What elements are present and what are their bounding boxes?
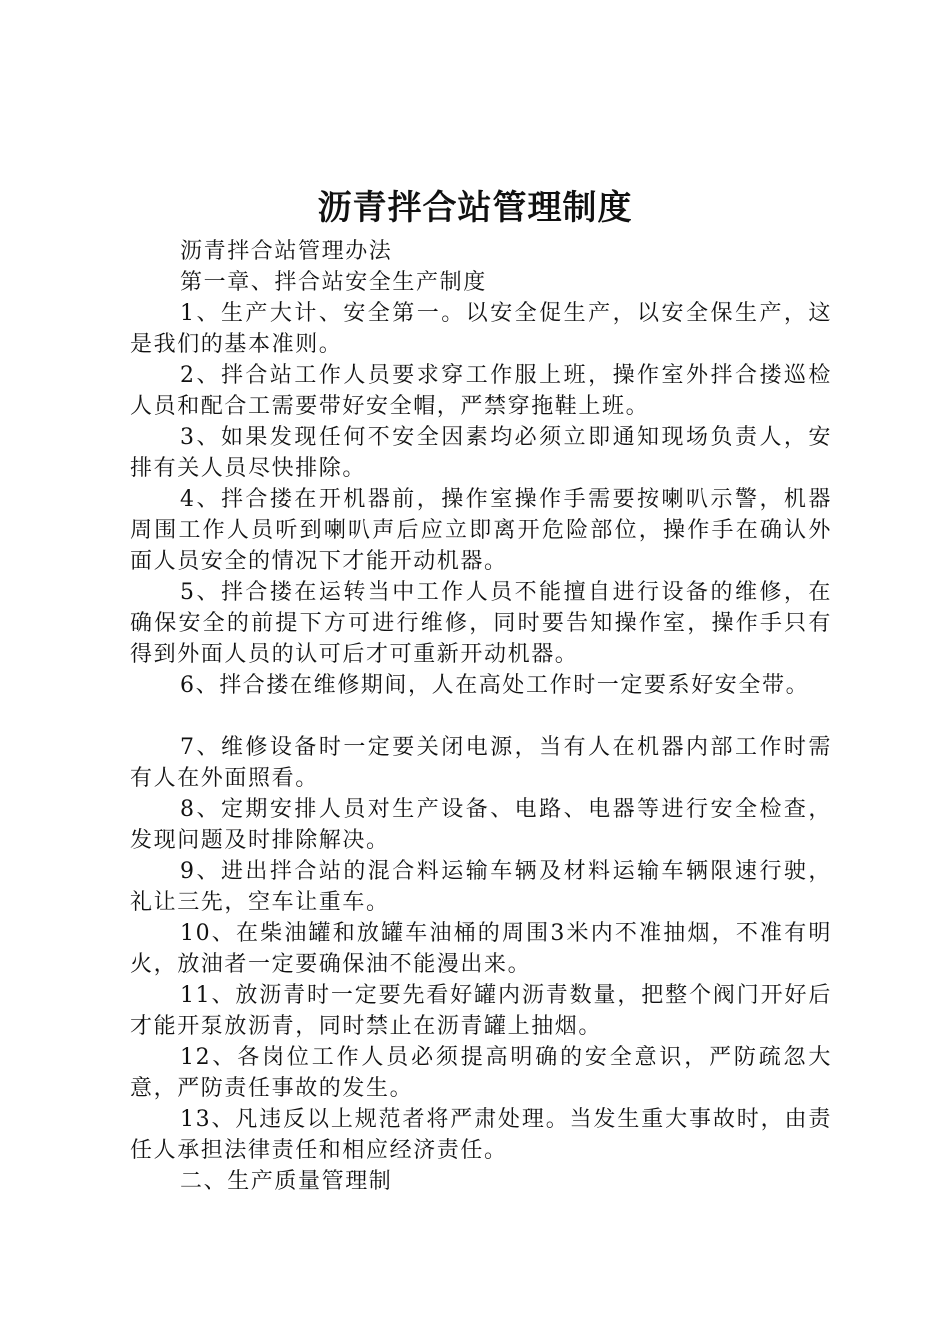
paragraph-chapter-heading: 第一章、拌合站安全生产制度 — [180, 270, 487, 295]
paragraph-rule-12: 12、各岗位工作人员必须提高明确的安全意识，严防疏忽大意，严防责任事故的发生。 — [130, 1045, 832, 1101]
paragraph-rule-7: 7、维修设备时一定要关闭电源，当有人在机器内部工作时需有人在外面照看。 — [130, 735, 832, 791]
document-body — [130, 236, 832, 1197]
paragraph-rule-9: 9、进出拌合站的混合料运输车辆及材料运输车辆限速行驶，礼让三先，空车让重车。 — [130, 859, 832, 915]
paragraph-rule-2: 2、拌合站工作人员要求穿工作服上班，操作室外拌合搂巡检人员和配合工需要带好安全帽，严禁穿拖鞋上班。 — [130, 363, 832, 419]
paragraph-rule-10: 10、在柴油罐和放罐车油桶的周围3米内不准抽烟，不准有明火，放油者一定要确保油不能漫出来。 — [130, 921, 832, 977]
paragraph-rule-4: 4、拌合搂在开机器前，操作室操作手需要按喇叭示警，机器周围工作人员听到喇叭声后应立即离开危险部位，操作手在确认外面人员安全的情况下才能开动机器。 — [130, 487, 832, 574]
blank-line — [130, 701, 832, 732]
paragraph-rule-8: 8、定期安排人员对生产设备、电路、电器等进行安全检查，发现问题及时排除解决。 — [130, 797, 832, 853]
paragraph-subtitle: 沥青拌合站管理办法 — [180, 239, 393, 264]
paragraph-section-heading: 二、生产质量管理制 — [180, 1169, 393, 1194]
paragraph-rule-1: 1、生产大计、安全第一。以安全促生产，以安全保生产，这是我们的基本准则。 — [130, 301, 832, 357]
paragraph-rule-5: 5、拌合搂在运转当中工作人员不能擅自进行设备的维修，在确保安全的前提下方可进行维修，同时要告知操作室，操作手只有得到外面人员的认可后才可重新开动机器。 — [130, 580, 832, 667]
document-title: 沥青拌合站管理制度 — [317, 188, 633, 228]
paragraph-rule-3: 3、如果发现任何不安全因素均必须立即通知现场负责人，安排有关人员尽快排除。 — [130, 425, 832, 481]
paragraph-rule-11: 11、放沥青时一定要先看好罐内沥青数量，把整个阀门开好后才能开泵放沥青，同时禁止在沥青罐上抽烟。 — [130, 983, 832, 1039]
paragraph-rule-13: 13、凡违反以上规范者将严肃处理。当发生重大事故时，由责任人承担法律责任和相应经济责任。 — [130, 1107, 832, 1163]
paragraph-rule-6: 6、拌合搂在维修期间，人在高处工作时一定要系好安全带。 — [180, 673, 810, 698]
